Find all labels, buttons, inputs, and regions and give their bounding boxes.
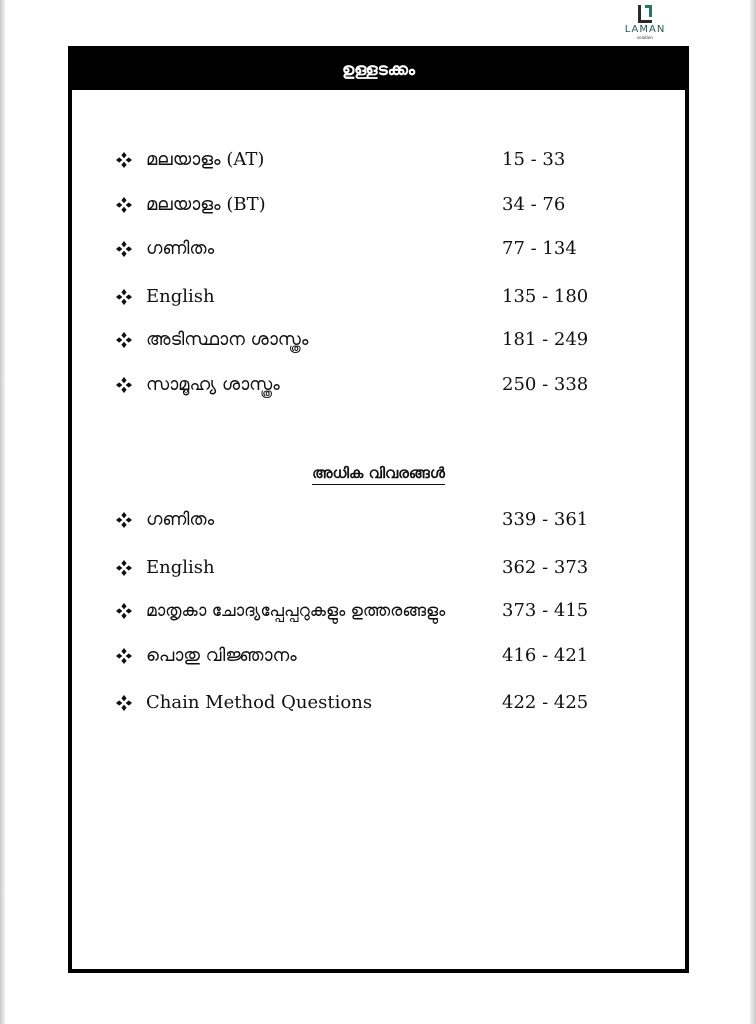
contents-pages: 34 - 76 — [502, 194, 566, 215]
list-item — [72, 601, 685, 629]
diamond-bullet-icon — [114, 601, 134, 621]
list-item — [72, 646, 685, 674]
diamond-bullet-icon — [114, 693, 134, 713]
contents-frame — [68, 46, 689, 973]
list-item — [72, 239, 685, 267]
diamond-bullet-icon — [114, 239, 134, 259]
page-edge-right — [750, 0, 756, 1024]
details-label: മാതൃകാ ചോദ്യപ്പേപ്പറുകളും ഉത്തരങ്ങളും — [146, 601, 446, 621]
diamond-bullet-icon — [114, 330, 134, 350]
contents-pages: 135 - 180 — [502, 286, 589, 307]
details-label: English — [146, 557, 215, 578]
contents-label: മലയാളം (BT) — [146, 194, 266, 215]
list-item — [72, 558, 685, 586]
contents-label: English — [146, 286, 215, 307]
details-pages: 416 - 421 — [502, 645, 589, 666]
details-pages: 362 - 373 — [502, 557, 589, 578]
list-item — [72, 375, 685, 403]
diamond-bullet-icon — [114, 375, 134, 395]
logo-subtitle: solution — [637, 35, 653, 40]
page-edge-left — [0, 0, 5, 1024]
diamond-bullet-icon — [114, 150, 134, 170]
details-label: Chain Method Questions — [146, 692, 373, 713]
logo-name: LAMAN — [624, 24, 666, 35]
details-pages: 373 - 415 — [502, 600, 589, 621]
list-item — [72, 693, 685, 721]
diamond-bullet-icon — [114, 195, 134, 215]
brand-logo — [614, 4, 676, 44]
section-heading-text: അധിക വിവരങ്ങൾ — [312, 464, 445, 485]
diamond-bullet-icon — [114, 287, 134, 307]
contents-label: സാമൂഹ്യ ശാസ്ത്രം — [146, 374, 280, 395]
contents-pages: 181 - 249 — [502, 329, 589, 350]
diamond-bullet-icon — [114, 558, 134, 578]
contents-pages: 250 - 338 — [502, 374, 589, 395]
list-item — [72, 287, 685, 315]
contents-pages: 77 - 134 — [502, 238, 577, 259]
contents-label: മലയാളം (AT) — [146, 149, 265, 170]
diamond-bullet-icon — [114, 510, 134, 530]
list-item — [72, 195, 685, 223]
details-pages: 339 - 361 — [502, 509, 589, 530]
contents-pages: 15 - 33 — [502, 149, 566, 170]
details-label: പൊതു വിജ്ഞാനം — [146, 645, 297, 666]
list-item — [72, 150, 685, 178]
page-title: ഉള്ളടക്കം — [72, 50, 685, 90]
laman-logo-icon — [636, 4, 654, 24]
diamond-bullet-icon — [114, 646, 134, 666]
list-item — [72, 330, 685, 358]
section-heading — [72, 464, 685, 482]
contents-label: ഗണിതം — [146, 238, 215, 259]
list-item — [72, 510, 685, 538]
contents-label: അടിസ്ഥാന ശാസ്ത്രം — [146, 329, 309, 350]
details-pages: 422 - 425 — [502, 692, 589, 713]
details-label: ഗണിതം — [146, 509, 215, 530]
